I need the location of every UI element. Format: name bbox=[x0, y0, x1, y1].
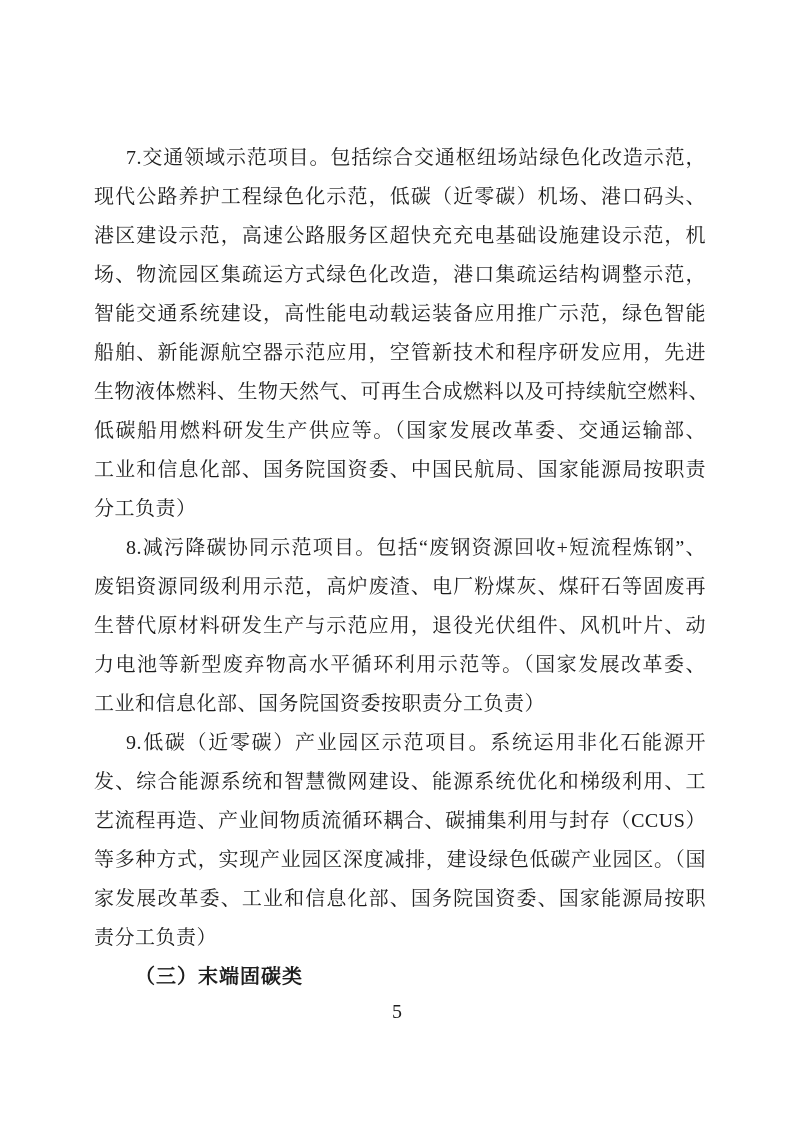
paragraph-line: 船舶、新能源航空器示范应用，空管新技术和程序研发应用，先进 bbox=[94, 342, 706, 364]
paragraph-line: 生物液体燃料、生物天然气、可再生合成燃料以及可持续航空燃料、 bbox=[94, 381, 709, 403]
paragraph-item-9 bbox=[94, 724, 706, 958]
paragraph-line: 等多种方式，实现产业园区深度减排，建设绿色低碳产业园区。（国 bbox=[94, 849, 706, 871]
paragraph-line: 7.交通领域示范项目。包括综合交通枢纽场站绿色化改造示范， bbox=[126, 147, 706, 169]
paragraph-line: 发、综合能源系统和智慧微网建设、能源系统优化和梯级利用、工 bbox=[94, 771, 706, 793]
paragraph-line: 艺流程再造、产业间物质流循环耦合、碳捕集利用与封存（CCUS） bbox=[94, 810, 706, 832]
paragraph-line: 分工负责） bbox=[94, 498, 197, 520]
page-number: 5 bbox=[392, 1001, 402, 1023]
paragraph-line: 港区建设示范，高速公路服务区超快充充电基础设施建设示范，机 bbox=[94, 225, 706, 247]
paragraph-line: 智能交通系统建设，高性能电动载运装备应用推广示范，绿色智能 bbox=[94, 303, 706, 325]
section-heading-3-end-carbon-fixation: （三）末端固碳类 bbox=[135, 966, 303, 988]
paragraph-line: 生替代原材料研发生产与示范应用，退役光伏组件、风机叶片、动 bbox=[94, 615, 706, 637]
paragraph-line: 9.低碳（近零碳）产业园区示范项目。系统运用非化石能源开 bbox=[126, 732, 706, 754]
paragraph-line: 力电池等新型废弃物高水平循环利用示范等。（国家发展改革委、 bbox=[94, 654, 706, 676]
page-footer bbox=[0, 1001, 794, 1024]
paragraph-line: 现代公路养护工程绿色化示范，低碳（近零碳）机场、港口码头、 bbox=[94, 186, 706, 208]
paragraph-line: 家发展改革委、工业和信息化部、国务院国资委、国家能源局按职 bbox=[94, 888, 706, 910]
paragraph-item-7 bbox=[94, 139, 709, 529]
paragraph-item-8 bbox=[94, 529, 706, 724]
paragraph-line: 场、物流园区集疏运方式绿色化改造，港口集疏运结构调整示范， bbox=[94, 264, 706, 286]
paragraph-line: 工业和信息化部、国务院国资委按职责分工负责） bbox=[94, 693, 545, 715]
paragraph-line: 责分工负责） bbox=[94, 927, 217, 949]
document-body bbox=[94, 139, 709, 997]
paragraph-line: 工业和信息化部、国务院国资委、中国民航局、国家能源局按职责 bbox=[94, 459, 706, 481]
paragraph-line: 8.减污降碳协同示范项目。包括“废钢资源回收+短流程炼钢”、 bbox=[126, 537, 706, 559]
paragraph-line: 废铝资源同级利用示范，高炉废渣、电厂粉煤灰、煤矸石等固废再 bbox=[94, 576, 706, 598]
paragraph-line: 低碳船用燃料研发生产供应等。（国家发展改革委、交通运输部、 bbox=[94, 420, 706, 442]
